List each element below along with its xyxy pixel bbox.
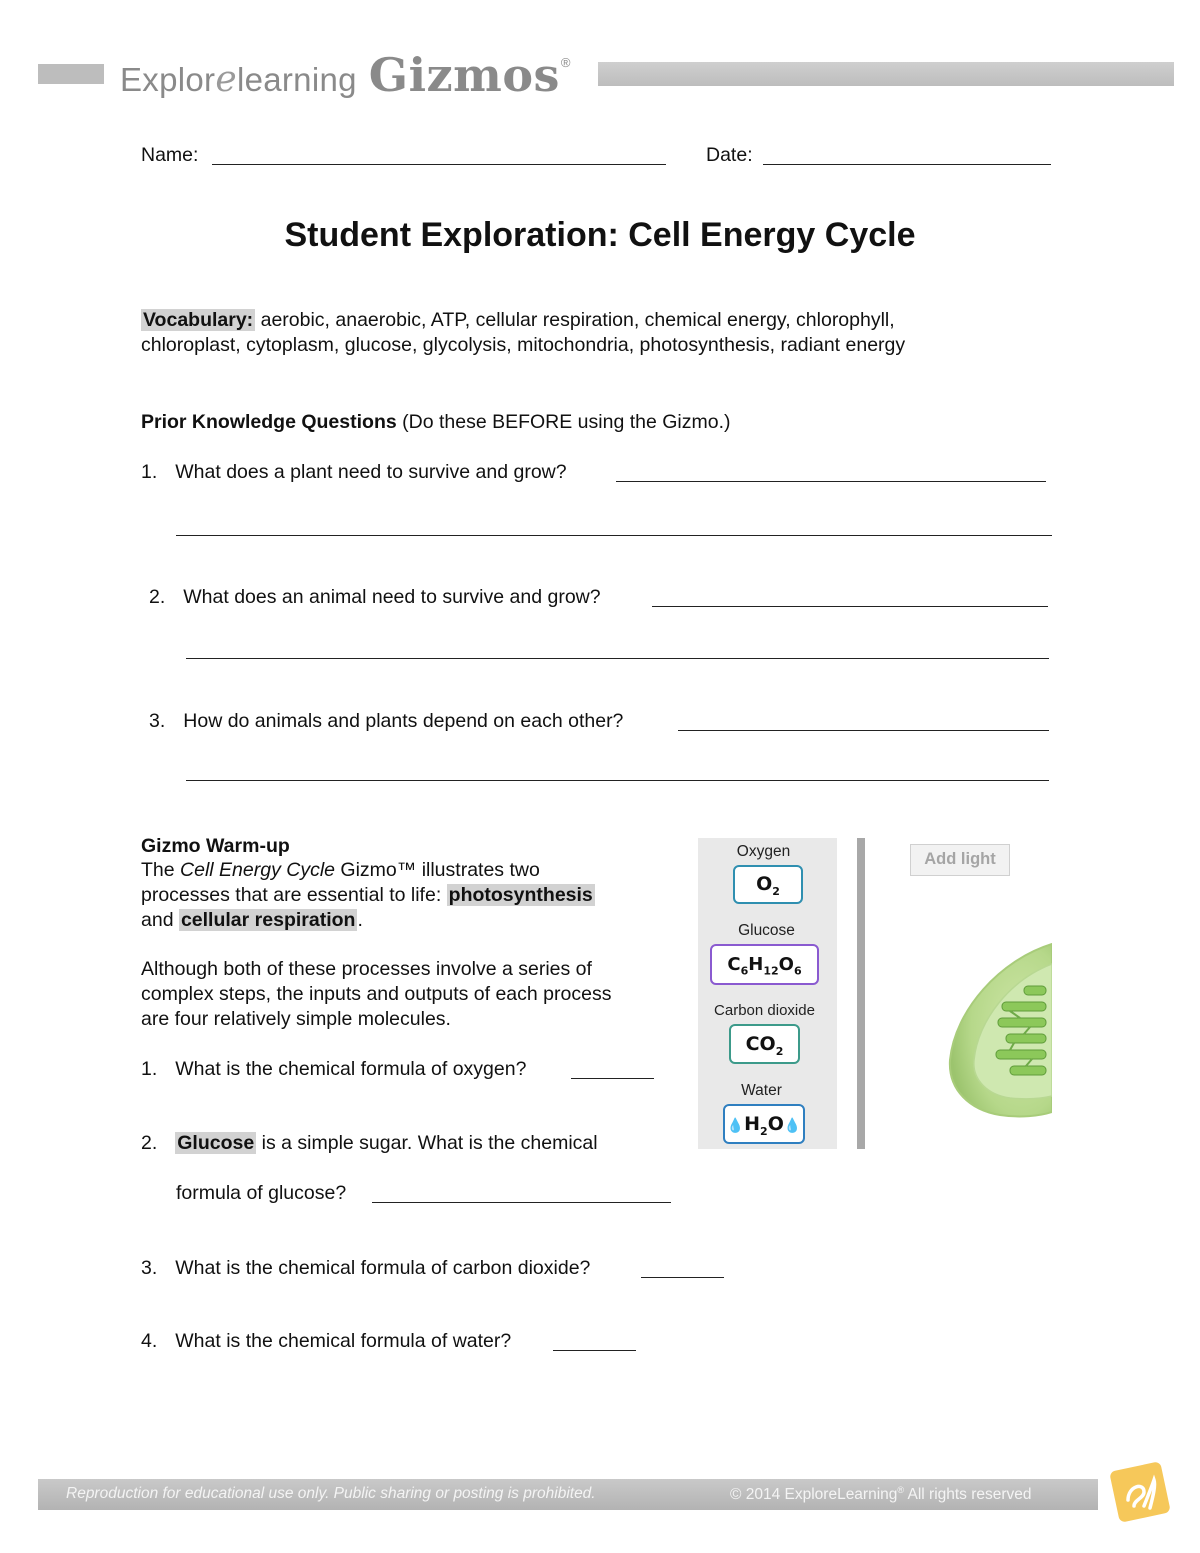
footer-notice: Reproduction for educational use only. Public sharing or posting is prohibited. — [66, 1485, 596, 1502]
brand-explorelearning: Explorelearning — [120, 59, 357, 100]
explorelearning-logo-icon — [1104, 1456, 1176, 1528]
oxygen-molecule[interactable]: $O_2$ — [733, 865, 803, 904]
carbon-dioxide-label: Carbon dioxide — [714, 1002, 815, 1019]
term-glucose: Glucose — [177, 1132, 255, 1154]
date-field[interactable] — [763, 164, 1051, 165]
prior-question-1: 1. What does a plant need to survive and grow? — [141, 461, 567, 483]
header-bar-left — [38, 64, 104, 84]
warmup-answer-1[interactable] — [571, 1078, 654, 1079]
chloroplast-illustration — [940, 930, 1052, 1130]
oxygen-label: Oxygen — [736, 843, 791, 860]
warmup-para2-line-2: complex steps, the inputs and outputs of each process — [141, 983, 612, 1005]
vocabulary-line-2: chloroplast, cytoplasm, glucose, glycolysis, mitochondria, photosynthesis, radiant energy — [141, 334, 906, 356]
brand-registered-mark: ® — [560, 55, 571, 70]
water-drop-icon: 💧 — [783, 1118, 802, 1134]
carbon-dioxide-molecule[interactable]: $CO_2$ — [729, 1024, 800, 1064]
warmup-heading: Gizmo Warm-up — [141, 835, 290, 857]
prior-knowledge-heading: Prior Knowledge Questions (Do these BEFORE using the Gizmo.) — [141, 411, 731, 433]
warmup-line-2: processes that are essential to life: photosynthesis — [141, 884, 593, 906]
prior-question-3: 3. How do animals and plants depend on each other? — [149, 710, 624, 732]
term-photosynthesis: photosynthesis — [448, 884, 593, 906]
add-light-button[interactable]: Add light — [910, 844, 1010, 876]
water-label: Water — [741, 1082, 782, 1099]
warmup-question-3: 3. What is the chemical formula of carbon dioxide? — [141, 1257, 591, 1279]
warmup-answer-4[interactable] — [553, 1350, 636, 1351]
glucose-molecule[interactable]: $C_6H_{12}O_6$ — [710, 944, 819, 985]
brand-gizmos: Gizmos — [368, 48, 560, 102]
glucose-label: Glucose — [738, 922, 795, 939]
warmup-para2-line-3: are four relatively simple molecules. — [141, 1008, 451, 1030]
name-label: Name: — [141, 144, 199, 166]
term-cellular-respiration: cellular respiration — [180, 909, 356, 931]
name-field[interactable] — [212, 164, 666, 165]
prior-answer-2a[interactable] — [652, 606, 1048, 607]
footer-copyright: © 2014 ExploreLearning® All rights reserved — [730, 1485, 1032, 1504]
date-label: Date: — [706, 144, 753, 166]
vocabulary-line-1: Vocabulary: aerobic, anaerobic, ATP, cellular respiration, chemical energy, chlorophyll, — [143, 309, 895, 331]
warmup-para2-line-1: Although both of these processes involve a series of — [141, 958, 592, 980]
brand-logo — [120, 48, 571, 102]
page-title: Student Exploration: Cell Energy Cycle — [284, 216, 916, 254]
prior-answer-2b[interactable] — [186, 658, 1049, 659]
prior-answer-3a[interactable] — [678, 730, 1049, 731]
warmup-line-3: and cellular respiration . — [141, 909, 363, 931]
warmup-question-2-line-2: formula of glucose? — [176, 1182, 347, 1204]
warmup-question-1: 1. What is the chemical formula of oxygen? — [141, 1058, 527, 1080]
prior-answer-1a[interactable] — [616, 481, 1046, 482]
water-drop-icon: 💧 — [726, 1118, 745, 1134]
molecule-panel — [698, 838, 837, 1149]
prior-answer-3b[interactable] — [186, 780, 1049, 781]
warmup-answer-2[interactable] — [372, 1202, 671, 1203]
header-bar-right — [598, 62, 1174, 86]
warmup-line-1: The Cell Energy Cycle Gizmo™ illustrates two — [141, 859, 540, 881]
warmup-question-2: 2. Glucose is a simple sugar. What is the chemical — [141, 1132, 598, 1154]
prior-answer-1b[interactable] — [176, 535, 1052, 536]
prior-question-2: 2. What does an animal need to survive and grow? — [149, 586, 601, 608]
vocabulary-label: Vocabulary: — [143, 309, 254, 331]
warmup-answer-3[interactable] — [641, 1277, 724, 1278]
water-molecule[interactable]: $💧H_2O💧$ — [723, 1104, 805, 1144]
panel-divider — [857, 838, 865, 1149]
warmup-question-4: 4. What is the chemical formula of water? — [141, 1330, 512, 1352]
